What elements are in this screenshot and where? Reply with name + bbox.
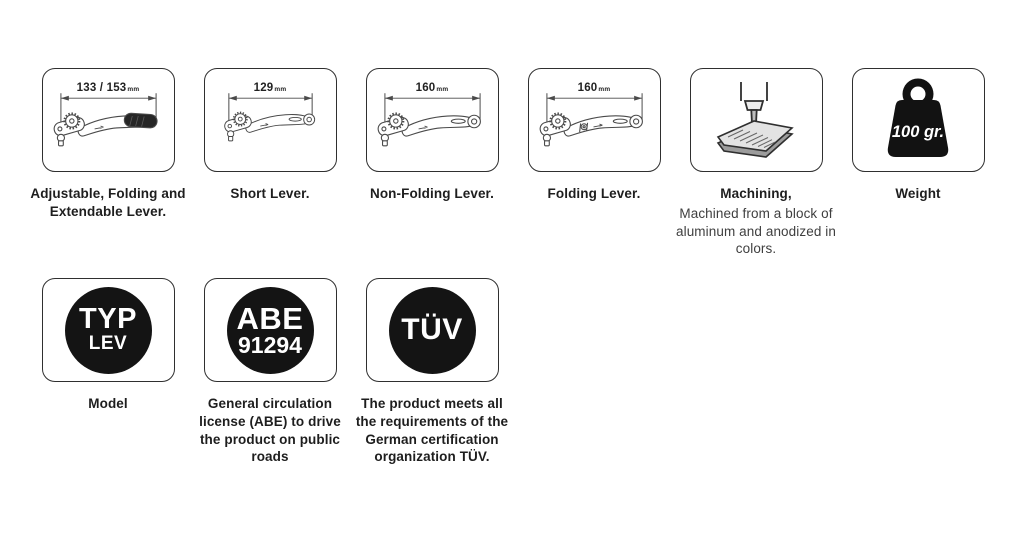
feature-row-certifications	[27, 278, 513, 466]
adjustable-lever-card	[42, 68, 175, 172]
badge-line1: TYP	[79, 303, 137, 336]
tuv-badge-icon	[389, 287, 476, 374]
badge-line1: ABE	[236, 301, 304, 337]
typ-lev-badge-icon	[65, 287, 152, 374]
tuv-caption: The product meets all the requirements of the German certification organization TÜV.	[355, 396, 509, 465]
machining-caption-detail: Machined from a block of aluminum and anodized in colors.	[675, 205, 836, 257]
adjustable-lever-caption: Adjustable, Folding and Extendable Lever.	[30, 186, 186, 219]
folding-lever-caption: Folding Lever.	[547, 186, 641, 201]
feature-row-levers	[27, 68, 999, 258]
abe-caption: General circulation license (ABE) to drive the product on public roads	[199, 396, 341, 465]
feature-weight	[837, 68, 999, 258]
abe-card	[204, 278, 337, 382]
machining-caption	[674, 185, 838, 258]
adjustable-lever-icon	[51, 80, 166, 160]
feature-non-folding-lever	[351, 68, 513, 258]
feature-abe-license	[189, 278, 351, 466]
non-folding-lever-caption: Non-Folding Lever.	[369, 186, 495, 201]
model-caption: Model	[88, 396, 128, 411]
dimension-label: 160mm	[415, 82, 449, 94]
non-folding-lever-card	[366, 68, 499, 172]
dimension-label: 133 / 153mm	[76, 82, 140, 94]
folding-lever-icon	[537, 80, 652, 160]
feature-tuv-certification	[351, 278, 513, 466]
folding-lever-card	[528, 68, 661, 172]
weight-card	[852, 68, 985, 172]
non-folding-lever-icon	[375, 80, 490, 160]
abe-badge-icon	[227, 287, 314, 374]
badge-line2: 91294	[238, 331, 302, 358]
short-lever-caption: Short Lever.	[230, 186, 310, 201]
feature-short-lever	[189, 68, 351, 258]
feature-model	[27, 278, 189, 466]
feature-adjustable-lever	[27, 68, 189, 258]
dimension-label: 160mm	[577, 82, 611, 94]
weight-value-text: 100 gr.	[891, 123, 945, 141]
dimension-label: 129mm	[253, 82, 287, 94]
badge-line1: TÜV	[401, 312, 463, 346]
feature-folding-lever	[513, 68, 675, 258]
short-lever-card	[204, 68, 337, 172]
tuv-card	[366, 278, 499, 382]
weight-caption: Weight	[895, 186, 941, 201]
machining-icon	[708, 77, 804, 163]
machining-card	[690, 68, 823, 172]
machining-caption-bold: Machining,	[720, 186, 792, 201]
model-card	[42, 278, 175, 382]
weight-icon	[873, 74, 963, 166]
badge-line2: LEV	[88, 332, 128, 354]
feature-machining	[675, 68, 837, 258]
short-lever-icon	[213, 80, 328, 160]
